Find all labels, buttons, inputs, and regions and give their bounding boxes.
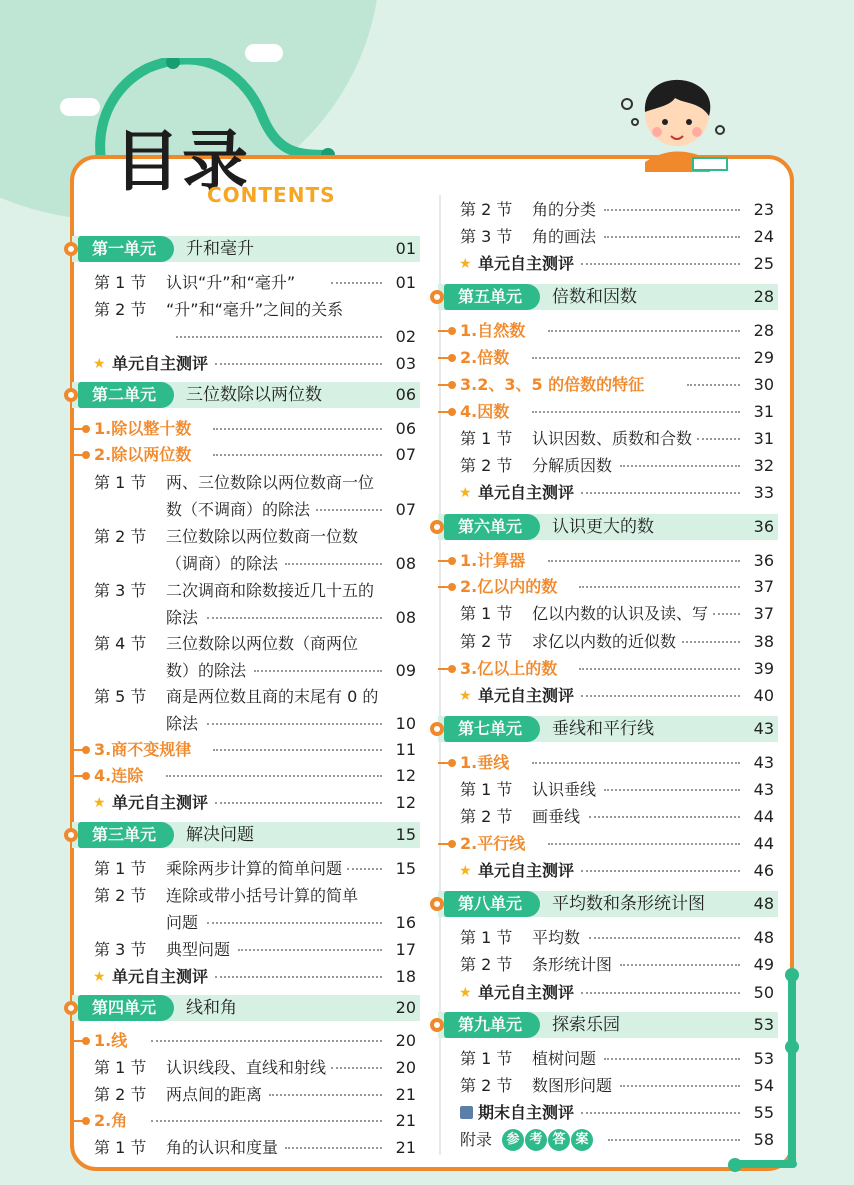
dot-leader — [532, 355, 740, 359]
section-title[interactable]: 画垂线 — [532, 807, 581, 826]
dot-leader — [215, 974, 382, 978]
star-icon: ★ — [459, 256, 472, 272]
lesson-title[interactable]: 4.连除 — [94, 766, 144, 785]
page-number: 01 — [395, 239, 416, 258]
dot-leader — [207, 615, 382, 619]
unit-marker-dot — [430, 290, 444, 304]
page-number: 37 — [753, 604, 774, 623]
dot-leader — [215, 361, 382, 365]
unit-tag[interactable]: 第四单元 — [78, 995, 174, 1021]
section-number: 第 2 节 — [94, 886, 147, 905]
answer-badge: 案 — [571, 1129, 593, 1151]
lesson-title[interactable]: 2.角 — [94, 1111, 128, 1130]
dot-leader — [604, 1056, 740, 1060]
unit-marker-dot — [430, 520, 444, 534]
unit-marker-dot — [64, 242, 78, 256]
bottom-deco-bar — [735, 1160, 797, 1168]
lesson-title[interactable]: 1.除以整十数 — [94, 419, 192, 438]
page-number: 08 — [395, 608, 416, 627]
unit-test-title[interactable]: 单元自主测评 — [478, 254, 575, 273]
section-number: 第 3 节 — [94, 940, 147, 959]
page-number: 55 — [753, 1103, 774, 1122]
unit-tag[interactable]: 第一单元 — [78, 236, 174, 262]
star-icon: ★ — [459, 688, 472, 704]
section-number: 第 1 节 — [94, 859, 147, 878]
dot-leader — [331, 1065, 382, 1069]
page-number: 21 — [395, 1111, 416, 1130]
unit-title[interactable]: 升和毫升 — [186, 239, 254, 259]
answer-badge: 答 — [548, 1129, 570, 1151]
section-title[interactable]: 认识“升”和“毫升” — [166, 273, 296, 292]
page-number: 43 — [753, 719, 774, 738]
dot-leader — [604, 207, 740, 211]
section-title[interactable]: 认识线段、直线和射线 — [166, 1058, 327, 1077]
page-number: 49 — [753, 955, 774, 974]
star-icon: ★ — [93, 795, 106, 811]
unit-title[interactable]: 三位数除以两位数 — [186, 385, 322, 405]
page-number: 01 — [395, 273, 416, 292]
lesson-title[interactable]: 1.计算器 — [460, 551, 526, 570]
lesson-marker-dot — [82, 451, 90, 459]
unit-test-title[interactable]: 单元自主测评 — [112, 793, 209, 812]
section-title[interactable]: 两点间的距离 — [166, 1085, 263, 1104]
section-title[interactable]: 植树问题 — [532, 1049, 597, 1068]
page-number: 08 — [395, 554, 416, 573]
dot-leader — [215, 800, 382, 804]
section-title[interactable]: 亿以内数的认识及读、写 — [532, 604, 709, 623]
section-title[interactable]: 三位数除以两位数商一位数 — [166, 527, 359, 546]
section-number: 第 2 节 — [94, 527, 147, 546]
page-number: 44 — [753, 834, 774, 853]
unit-title[interactable]: 认识更大的数 — [552, 517, 654, 537]
dot-leader — [532, 760, 740, 764]
section-title[interactable]: 乘除两步计算的简单问题 — [166, 859, 343, 878]
dot-leader — [213, 426, 383, 430]
page-title: 目录 — [114, 123, 250, 200]
page-number: 16 — [395, 913, 416, 932]
dot-leader — [604, 787, 740, 791]
section-number: 第 1 节 — [460, 780, 513, 799]
section-number: 第 1 节 — [94, 473, 147, 492]
dot-leader — [682, 639, 741, 643]
section-title[interactable]: 三位数除以两位数（商两位 — [166, 634, 359, 653]
section-number: 第 2 节 — [460, 1076, 513, 1095]
unit-marker-dot — [430, 722, 444, 736]
page-number: 20 — [395, 998, 416, 1017]
dot-leader — [713, 611, 741, 615]
dot-leader — [548, 558, 741, 562]
dot-leader — [581, 693, 740, 697]
section-title-continued: 数（不调商）的除法 — [166, 500, 311, 519]
unit-marker-dot — [430, 1018, 444, 1032]
answer-badge: 考 — [525, 1129, 547, 1151]
page-number: 18 — [395, 967, 416, 986]
section-number: 第 2 节 — [94, 1085, 147, 1104]
page-number: 11 — [395, 740, 416, 759]
page-number: 20 — [395, 1031, 416, 1050]
section-number: 第 1 节 — [460, 928, 513, 947]
page-number: 02 — [395, 327, 416, 346]
page-number: 43 — [753, 780, 774, 799]
lesson-marker-dot — [448, 840, 456, 848]
section-title[interactable]: 数图形问题 — [532, 1076, 613, 1095]
page-number: 40 — [753, 686, 774, 705]
unit-tag[interactable]: 第八单元 — [444, 891, 540, 917]
section-title[interactable]: 角的画法 — [532, 227, 597, 246]
section-title[interactable]: 条形统计图 — [532, 955, 613, 974]
page-number: 30 — [753, 375, 774, 394]
dot-leader — [213, 747, 383, 751]
unit-title[interactable]: 平均数和条形统计图 — [552, 894, 705, 914]
unit-title[interactable]: 探索乐园 — [552, 1015, 620, 1035]
answer-badges — [502, 1129, 594, 1151]
page-number: 03 — [395, 354, 416, 373]
star-icon: ★ — [93, 969, 106, 985]
lesson-marker-dot — [448, 583, 456, 591]
page-number: 09 — [395, 661, 416, 680]
dot-leader — [620, 962, 741, 966]
unit-marker-dot — [430, 897, 444, 911]
unit-marker-dot — [64, 388, 78, 402]
dot-leader — [687, 382, 740, 386]
section-number: 第 1 节 — [94, 1058, 147, 1077]
dot-leader — [620, 463, 741, 467]
section-number: 第 2 节 — [94, 300, 147, 319]
section-title[interactable]: 角的认识和度量 — [166, 1138, 279, 1157]
lesson-marker-dot — [82, 425, 90, 433]
unit-tag[interactable]: 第六单元 — [444, 514, 540, 540]
unit-title[interactable]: 垂线和平行线 — [552, 719, 654, 739]
page-number: 29 — [753, 348, 774, 367]
unit-tag[interactable]: 第九单元 — [444, 1012, 540, 1038]
page-number: 12 — [395, 793, 416, 812]
page-number: 28 — [753, 321, 774, 340]
dot-leader — [581, 990, 740, 994]
page-number: 24 — [753, 227, 774, 246]
page-subtitle: CONTENTS — [207, 183, 336, 207]
boy-reading-illustration — [615, 72, 735, 177]
lesson-title[interactable]: 2.平行线 — [460, 834, 526, 853]
unit-title[interactable]: 解决问题 — [186, 825, 254, 845]
lesson-marker-dot — [448, 327, 456, 335]
page-number: 53 — [753, 1049, 774, 1068]
unit-title[interactable]: 线和角 — [186, 998, 237, 1018]
dot-leader — [532, 409, 740, 413]
section-title-continued: （调商）的除法 — [166, 554, 279, 573]
dot-leader — [581, 1110, 740, 1114]
page-number: 50 — [753, 983, 774, 1002]
section-number: 第 2 节 — [460, 632, 513, 651]
page-number: 33 — [753, 483, 774, 502]
section-number: 第 2 节 — [460, 807, 513, 826]
section-number: 第 3 节 — [460, 227, 513, 246]
dot-leader — [608, 1137, 740, 1141]
lesson-title[interactable]: 4.因数 — [460, 402, 510, 421]
dot-leader — [579, 584, 741, 588]
section-title[interactable]: 两、三位数除以两位数商一位 — [166, 473, 375, 492]
page-number: 46 — [753, 861, 774, 880]
page-number: 07 — [395, 445, 416, 464]
section-number: 第 2 节 — [460, 955, 513, 974]
lesson-marker-dot — [82, 746, 90, 754]
dot-leader — [581, 261, 740, 265]
dot-leader — [604, 234, 740, 238]
page-number: 15 — [395, 825, 416, 844]
dot-leader — [207, 920, 382, 924]
page-number: 48 — [753, 928, 774, 947]
page-number: 28 — [753, 287, 774, 306]
dot-leader — [316, 507, 383, 511]
lesson-marker-dot — [82, 772, 90, 780]
answer-badge: 参 — [502, 1129, 524, 1151]
unit-tag[interactable]: 第二单元 — [78, 382, 174, 408]
dot-leader — [581, 868, 740, 872]
lesson-marker-dot — [448, 557, 456, 565]
page-number: 25 — [753, 254, 774, 273]
unit-marker-dot — [64, 828, 78, 842]
section-title[interactable]: 分解质因数 — [532, 456, 613, 475]
dot-leader — [589, 814, 741, 818]
page-number: 44 — [753, 807, 774, 826]
unit-title[interactable]: 倍数和因数 — [552, 287, 637, 307]
column-divider — [439, 195, 441, 1155]
unit-test-title[interactable]: 单元自主测评 — [112, 967, 209, 986]
final-test-icon — [460, 1106, 473, 1119]
page-number: 23 — [753, 200, 774, 219]
dot-leader — [151, 1118, 383, 1122]
page-number: 12 — [395, 766, 416, 785]
dot-leader — [589, 935, 741, 939]
page-number: 36 — [753, 517, 774, 536]
page-number: 43 — [753, 753, 774, 772]
lesson-marker-dot — [82, 1037, 90, 1045]
page-number: 07 — [395, 500, 416, 519]
dot-leader — [213, 452, 383, 456]
section-number: 第 1 节 — [94, 1138, 147, 1157]
page-number: 10 — [395, 714, 416, 733]
unit-tag[interactable]: 第三单元 — [78, 822, 174, 848]
page-number: 48 — [753, 894, 774, 913]
dot-leader — [285, 1145, 383, 1149]
page-number: 20 — [395, 1058, 416, 1077]
dot-leader — [347, 866, 383, 870]
unit-test-title[interactable]: 单元自主测评 — [478, 483, 575, 502]
star-icon: ★ — [93, 356, 106, 372]
section-title[interactable]: 典型问题 — [166, 940, 231, 959]
page-number: 31 — [753, 429, 774, 448]
section-title[interactable]: 认识垂线 — [532, 780, 597, 799]
section-title-continued: 除法 — [166, 714, 199, 733]
star-icon: ★ — [459, 985, 472, 1001]
page-number: 17 — [395, 940, 416, 959]
section-number: 第 3 节 — [94, 581, 147, 600]
final-test-title[interactable]: 期末自主测评 — [478, 1103, 575, 1122]
lesson-marker-dot — [448, 381, 456, 389]
lesson-marker-dot — [448, 759, 456, 767]
section-number: 第 4 节 — [94, 634, 147, 653]
section-number: 第 2 节 — [460, 200, 513, 219]
dot-leader — [238, 947, 382, 951]
section-number: 第 5 节 — [94, 687, 147, 706]
section-title[interactable]: 求亿以内数的近似数 — [532, 632, 677, 651]
dot-leader — [579, 666, 741, 670]
section-number: 第 1 节 — [460, 1049, 513, 1068]
page-number: 21 — [395, 1085, 416, 1104]
unit-test-title[interactable]: 单元自主测评 — [478, 861, 575, 880]
unit-marker-dot — [64, 1001, 78, 1015]
star-icon: ★ — [459, 863, 472, 879]
dot-leader — [548, 328, 741, 332]
page-number: 36 — [753, 551, 774, 570]
page-number: 15 — [395, 859, 416, 878]
dot-leader — [697, 436, 740, 440]
section-title-continued: 数）的除法 — [166, 661, 247, 680]
page-number: 32 — [753, 456, 774, 475]
lesson-marker-dot — [448, 408, 456, 416]
dot-leader — [331, 280, 382, 284]
lesson-marker-dot — [448, 665, 456, 673]
dot-leader — [581, 490, 740, 494]
dot-leader — [285, 561, 383, 565]
page-number: 37 — [753, 577, 774, 596]
unit-test-title[interactable]: 单元自主测评 — [112, 354, 209, 373]
star-icon: ★ — [459, 485, 472, 501]
dot-leader — [254, 668, 383, 672]
section-number: 第 1 节 — [94, 273, 147, 292]
section-title[interactable]: 角的分类 — [532, 200, 597, 219]
appendix-title[interactable]: 附录 — [460, 1130, 493, 1149]
section-title[interactable]: 平均数 — [532, 928, 581, 947]
lesson-title[interactable]: 2.除以两位数 — [94, 445, 192, 464]
section-title[interactable]: 连除或带小括号计算的简单 — [166, 886, 359, 905]
section-number: 第 1 节 — [460, 429, 513, 448]
lesson-title[interactable]: 3.亿以上的数 — [460, 659, 558, 678]
section-number: 第 2 节 — [460, 456, 513, 475]
section-title-continued: 问题 — [166, 913, 199, 932]
lesson-title[interactable]: 3.2、3、5 的倍数的特征 — [460, 375, 645, 394]
page-number: 54 — [753, 1076, 774, 1095]
page-number: 31 — [753, 402, 774, 421]
page-number: 53 — [753, 1015, 774, 1034]
unit-tag[interactable]: 第五单元 — [444, 284, 540, 310]
section-title-continued: 除法 — [166, 608, 199, 627]
section-title[interactable]: 认识因数、质数和合数 — [532, 429, 693, 448]
lesson-marker-dot — [448, 354, 456, 362]
lesson-title[interactable]: 1.垂线 — [460, 753, 510, 772]
dot-leader — [207, 721, 382, 725]
lesson-title[interactable]: 2.倍数 — [460, 348, 510, 367]
dot-leader — [620, 1083, 741, 1087]
unit-tag[interactable]: 第七单元 — [444, 716, 540, 742]
dot-leader — [166, 773, 382, 777]
section-title[interactable]: “升”和“毫升”之间的关系 — [166, 300, 344, 319]
section-title[interactable]: 二次调商和除数接近几十五的 — [166, 581, 375, 600]
dot-leader — [548, 841, 741, 845]
page-number: 06 — [395, 419, 416, 438]
bottom-deco-dot — [728, 1158, 742, 1172]
page-number: 21 — [395, 1138, 416, 1157]
lesson-title[interactable]: 3.商不变规律 — [94, 740, 192, 759]
page-number: 58 — [753, 1130, 774, 1149]
lesson-title[interactable]: 1.线 — [94, 1031, 128, 1050]
lesson-title[interactable]: 1.自然数 — [460, 321, 526, 340]
side-deco-bar — [788, 975, 796, 1165]
dot-leader — [269, 1092, 382, 1096]
lesson-title[interactable]: 2.亿以内的数 — [460, 577, 558, 596]
page-number: 39 — [753, 659, 774, 678]
dot-leader — [176, 334, 382, 338]
unit-test-title[interactable]: 单元自主测评 — [478, 983, 575, 1002]
lesson-marker-dot — [82, 1117, 90, 1125]
section-title[interactable]: 商是两位数且商的末尾有 0 的 — [166, 687, 379, 706]
dot-leader — [151, 1038, 383, 1042]
unit-test-title[interactable]: 单元自主测评 — [478, 686, 575, 705]
section-number: 第 1 节 — [460, 604, 513, 623]
page-number: 06 — [395, 385, 416, 404]
page-number: 38 — [753, 632, 774, 651]
